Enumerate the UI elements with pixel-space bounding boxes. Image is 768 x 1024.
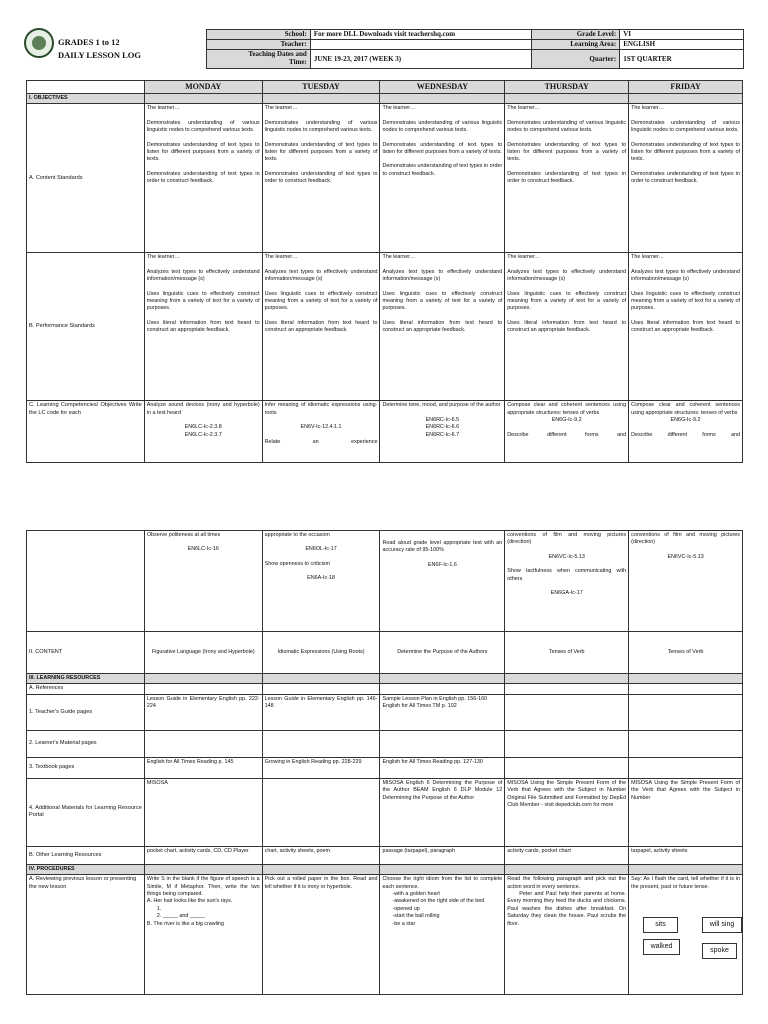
competencies-friday: [629, 401, 743, 463]
cell-text: The learner…: [507, 254, 541, 261]
textbook-thursday: [505, 757, 629, 778]
content-standards-friday: [629, 104, 743, 253]
cell-text: Demonstrates understanding of text types in order to construct feedback.: [382, 163, 503, 177]
lc-code: EN6RC-Ic-6.5: [425, 416, 460, 423]
cell-text: Uses linguistic cues to effectively construct meaning from a variety of text for a variety of purposes.: [382, 290, 503, 312]
dates-label-line-1: Teaching Dates and: [248, 50, 307, 58]
cell-text: The learner…: [264, 254, 298, 261]
learning-area-label: Learning Area:: [532, 40, 620, 50]
cell-text: The learner…: [382, 105, 416, 112]
cell-text: Infer meaning of idiomatic expressions using- roots: [264, 402, 378, 416]
cell-text: -with a golden heart: [392, 891, 440, 898]
lc-code: EN6V-Ic-12.4.1.1: [300, 424, 342, 431]
cell-text: Uses literal information from text heard to construct an appropriate feedback.: [631, 319, 740, 334]
lc-code: EN6LC-Ic-16: [187, 546, 219, 553]
performance-standards-monday: [144, 253, 262, 401]
day-header-monday: MONDAY: [144, 81, 262, 94]
header-info-table: [206, 29, 744, 69]
other-resources-label: B. Other Learning Resources: [27, 846, 145, 864]
competencies-monday: [144, 401, 262, 463]
lc-code: EN6RC-Ic-6.7: [425, 431, 460, 438]
competencies-thursday: [505, 401, 629, 463]
cell-text: Say: As I flash the card, tell whether if it is in the present, past or future tense.: [631, 876, 740, 890]
additional-materials-tuesday: [262, 778, 380, 846]
textbook-tuesday: Growing in English Reading pp. 228-229: [262, 757, 380, 778]
lc-code: EN6LC-Ic-2.3.8: [184, 424, 222, 431]
lc-code: EN6LC-Ic-2.3.7: [184, 431, 222, 438]
verb-card-spoke: spoke: [702, 943, 737, 959]
day-header-wednesday: WEDNESDAY: [380, 81, 505, 94]
additional-materials-friday: MISOSA Using the Simple Present Form of the Verb that Agrees with the Subject in Number: [629, 778, 743, 846]
cell-text: Relate an experience: [264, 438, 378, 445]
cell-text: Analyze sound devices (irony and hyperbole) in a text heard: [146, 402, 260, 416]
other-resources-thursday: activity cards, pocket chart: [505, 846, 629, 864]
competencies-continued-thursday: [505, 531, 629, 632]
dates-label: [207, 50, 311, 69]
cell-text: Uses linguistic cues to effectively construct meaning from a variety of text for a variety of purposes.: [507, 290, 627, 312]
cell-text: -be a star: [392, 920, 416, 927]
content-thursday: Tenses of Verb: [505, 632, 629, 674]
cell-text: Demonstrates understanding of various linguistic nodes to comprehend various texts.: [382, 119, 503, 134]
teachers-guide-monday: Lesson Guide in Elementary English pp. 222-224: [144, 694, 262, 730]
cell-text: Read aloud grade level appropriate text with an accuracy rate of 95-100%: [382, 540, 503, 554]
cell-text: Uses literal information from text heard to construct an appropriate feedback.: [382, 319, 503, 334]
cell-text: Peter and Paul help their parents at home. Every morning they feed the ducks and chickens. Paul washes the dishes after breakfast. On Saturday they clean the house. Paul scrubs the floor.: [507, 891, 627, 927]
lc-code: EN6VC-Ic-5.13: [667, 553, 704, 560]
cell-text: Demonstrates understanding of various linguistic nodes to comprehend various texts.: [507, 119, 627, 134]
cell-text: Demonstrates understanding of text types to listen for different purposes from a variety of texts.: [146, 141, 260, 163]
cell-text: Demonstrates understanding of text types in order to construct feedback.: [631, 170, 740, 185]
cell-text: Compose clear and coherent sentences using appropriate structures: tenses of verbs: [631, 402, 740, 416]
lc-code: EN6A-Ic-18: [307, 575, 335, 582]
cell-text: The learner…: [146, 105, 180, 112]
cell-text: Demonstrates understanding of text types in order to construct feedback.: [507, 170, 627, 185]
cell-text: The learner…: [264, 105, 298, 112]
cell-text: Demonstrates understanding of various linguistic nodes to comprehend various texts.: [264, 119, 378, 134]
cell-text: Read the following paragraph and pick out the action word in every sentence.: [507, 876, 627, 890]
day-header-tuesday: TUESDAY: [262, 81, 380, 94]
learners-material-label: 2. Learner's Material pages: [27, 730, 145, 757]
references-label: A. References: [27, 684, 145, 694]
cell-text: conventions of film and moving pictures (direction): [631, 532, 740, 546]
teachers-guide-tuesday: Lesson Guide in Elementary English pp. 146-148: [262, 694, 380, 730]
dates-label-line-2: Time:: [289, 58, 307, 66]
cell-text: The learner…: [631, 254, 665, 261]
content-wednesday: Determine the Purpose of the Authors: [380, 632, 505, 674]
content-friday: Tenses of Verb: [629, 632, 743, 674]
day-header-thursday: THURSDAY: [505, 81, 629, 94]
cell-text: Demonstrates understanding of text types to listen for different purposes from a variety of texts.: [382, 141, 503, 156]
verb-card-sits: sits: [643, 917, 678, 933]
performance-standards-label: B. Performance Standards: [27, 253, 145, 401]
cell-text: Show tactfulness when communicating with others: [507, 568, 627, 582]
competencies-continued-friday: [629, 531, 743, 632]
textbook-label: 3. Textbook pages: [27, 757, 145, 778]
reviewing-thursday: [505, 875, 629, 995]
reviewing-friday: [629, 875, 743, 995]
cell-text: Observe politeness at all times: [146, 532, 221, 538]
cell-text: Uses literal information from text heard to construct an appropriate feedback.: [146, 319, 260, 334]
other-resources-wednesday: passage (tarpapel), paragraph: [380, 846, 505, 864]
cell-text: Uses literal information from text heard to construct an appropriate feedback.: [507, 319, 627, 334]
teacher-label: Teacher:: [207, 40, 311, 50]
content-standards-label: A. Content Standards: [27, 104, 145, 253]
teachers-guide-thursday: [505, 694, 629, 730]
procedures-section: IV. PROCEDURES: [27, 864, 145, 874]
textbook-friday: [629, 757, 743, 778]
other-resources-friday: tarpapel, activity sheets: [629, 846, 743, 864]
cell-text: Analyzes text types to effectively understand information/message (s): [507, 268, 627, 283]
cell-text: conventions of film and moving pictures (direction): [507, 532, 627, 546]
learning-resources-section: III. LEARNING RESOURCES: [27, 674, 145, 684]
competencies-continued-label: [27, 531, 145, 632]
additional-materials-wednesday: MISOSA English 6 Determining the Purpose of the Author BEAM English 6 DLP Module 12 Determining the Purpose of the Author: [380, 778, 505, 846]
cell-text: -opened up: [392, 905, 420, 912]
teachers-guide-friday: [629, 694, 743, 730]
cell-text: Write S in the blank if the figure of speech is a Simile, M if Metaphor. Then, write the two things being compared.: [146, 876, 260, 898]
lc-code: EN6G-Ic-9.2: [551, 417, 582, 424]
objectives-section: I. OBJECTIVES: [27, 94, 145, 104]
log-title: [58, 36, 141, 62]
corner-cell: [27, 81, 145, 94]
reviewing-lesson-label: A. Reviewing previous lesson or presenting the new lesson: [27, 875, 145, 995]
cell-text: The learner…: [507, 105, 541, 112]
title-line-1: GRADES 1 to 12: [58, 37, 120, 47]
cell-text: -awakened on the right side of the bed: [392, 898, 485, 905]
lc-code: EN6G-Ic-9.2: [670, 417, 701, 424]
cell-text: Determine tone, mood, and purpose of the author: [382, 402, 501, 409]
cell-text: The learner…: [631, 105, 665, 112]
cell-text: Uses linguistic cues to effectively construct meaning from a variety of text for a variety of purposes.: [146, 290, 260, 312]
grade-level-value: VI: [620, 30, 744, 40]
title-line-2: DAILY LESSON LOG: [58, 50, 141, 60]
cell-text: The learner…: [146, 254, 180, 261]
cell-text: Uses linguistic cues to effectively construct meaning from a variety of text for a variety of purposes.: [264, 290, 378, 312]
performance-standards-tuesday: [262, 253, 380, 401]
textbook-monday: English for All Times Reading p. 145: [144, 757, 262, 778]
cell-text: Analyzes text types to effectively understand information/message (s): [264, 268, 378, 283]
quarter-value: 1ST QUARTER: [620, 50, 744, 69]
school-label: School:: [207, 30, 311, 40]
dates-value: JUNE 19-23, 2017 (WEEK 3): [310, 50, 532, 69]
cell-text: Demonstrates understanding of text types in order to construct feedback.: [264, 170, 378, 185]
lc-code: EN6VC-Ic-5.13: [548, 553, 585, 560]
lesson-log-table-page-2: [26, 530, 743, 995]
cell-text: Demonstrates understanding of text types to listen for different purposes from a variety of texts.: [264, 141, 378, 163]
cell-text: Demonstrates understanding of text types to listen for different purposes from a variety of texts.: [507, 141, 627, 163]
lc-code: EN6OL-Ic-17: [305, 546, 337, 553]
learning-competencies-label: C. Learning Competencies/ Objectives Write the LC code for each: [27, 401, 145, 463]
lc-code: EN6GA-Ic-17: [550, 590, 583, 597]
additional-materials-label: 4. Additional Materials for Learning Resource Portal: [27, 778, 145, 846]
quarter-label: Quarter:: [532, 50, 620, 69]
competencies-continued-tuesday: [262, 531, 380, 632]
cell-text: Analyzes text types to effectively understand information/message (s): [146, 268, 260, 283]
other-resources-monday: pocket chart, activity cards, CD, CD Player: [144, 846, 262, 864]
cell-text: Compose clear and coherent sentences using appropriate structures: tenses of verbs: [507, 402, 627, 416]
cell-text: Uses linguistic cues to effectively construct meaning from a variety of text for a variety of purposes.: [631, 290, 740, 312]
school-value: For more DLL Downloads visit teachershq.com: [310, 30, 532, 40]
cell-text: Show openness to criticism: [264, 560, 330, 567]
cell-text: Analyzes text types to effectively understand information/message (s): [382, 268, 503, 283]
competencies-wednesday: [380, 401, 505, 463]
performance-standards-thursday: [505, 253, 629, 401]
cell-text: Demonstrates understanding of various linguistic nodes to comprehend various texts.: [146, 119, 260, 134]
competencies-continued-wednesday: [380, 531, 505, 632]
additional-materials-thursday: MISOSA Using the Simple Present Form of the Verb that Agrees with the Subject in Number Original File Submitted and Formatted by DepEd Club Member - visit depedclub.com for more: [505, 778, 629, 846]
textbook-wednesday: English for All Times Reading pp. 127-130: [380, 757, 505, 778]
additional-materials-monday: MISOSA: [144, 778, 262, 846]
teachers-guide-wednesday: Sample Lesson Plan in English pp. 156-160 English for All Times TM p. 102: [380, 694, 505, 730]
reviewing-tuesday: Pick out a rolled paper in the box. Read and tell whether if it is irony or hyperbole.: [262, 875, 380, 995]
competencies-continued-monday: [144, 531, 262, 632]
other-resources-tuesday: chart, activity sheets, poem: [262, 846, 380, 864]
cell-text: Demonstrates understanding of text types in order to construct feedback.: [146, 170, 260, 185]
cell-text: Analyzes text types to effectively understand information/message (s): [631, 268, 740, 283]
content-standards-monday: [144, 104, 262, 253]
content-monday: Figurative Language (Irony and Hyperbole): [144, 632, 262, 674]
teachers-guide-label: 1. Teacher's Guide pages: [27, 694, 145, 730]
cell-text: Uses literal information from text heard to construct an appropriate feedback.: [264, 319, 378, 334]
competencies-tuesday: [262, 401, 380, 463]
lesson-log-table-page-1: [26, 80, 743, 463]
cell-text: B. The river is like a big crawling: [146, 920, 225, 927]
reviewing-wednesday: [380, 875, 505, 995]
lc-code: EN6F-Ic-1.6: [427, 561, 457, 568]
reviewing-monday: [144, 875, 262, 995]
cell-text: -start the ball rolling: [392, 913, 440, 920]
content-standards-thursday: [505, 104, 629, 253]
cell-text: 1.: [156, 905, 162, 912]
cell-text: The learner…: [382, 254, 416, 261]
day-header-friday: FRIDAY: [629, 81, 743, 94]
cell-text: A. Her hair looks like the sun's rays.: [146, 898, 233, 905]
verb-card-will-sing: will sing: [702, 917, 742, 933]
learning-area-value: ENGLISH: [620, 40, 744, 50]
cell-text: Describe different forms and: [631, 431, 740, 438]
cell-text: Describe different forms and: [507, 431, 627, 438]
lc-code: EN6RC-Ic-6.6: [425, 424, 460, 431]
cell-text: Demonstrates understanding of various linguistic nodes to comprehend various texts.: [631, 119, 740, 134]
content-standards-wednesday: [380, 104, 505, 253]
performance-standards-wednesday: [380, 253, 505, 401]
grade-level-label: Grade Level:: [532, 30, 620, 40]
content-tuesday: Idiomatic Expressions (Using Roots): [262, 632, 380, 674]
deped-seal-logo: [24, 28, 54, 58]
cell-text: Demonstrates understanding of text types to listen for different purposes from a variety of texts.: [631, 141, 740, 163]
performance-standards-friday: [629, 253, 743, 401]
content-standards-tuesday: [262, 104, 380, 253]
teacher-value: [310, 40, 532, 50]
cell-text: 2. _____ and _____: [156, 913, 205, 920]
verb-card-walked: walked: [643, 939, 680, 955]
cell-text: Choose the right idiom from the list to complete each sentence.: [382, 876, 503, 890]
content-label: II. CONTENT: [27, 632, 145, 674]
cell-text: appropriate to the occasion: [264, 532, 330, 538]
